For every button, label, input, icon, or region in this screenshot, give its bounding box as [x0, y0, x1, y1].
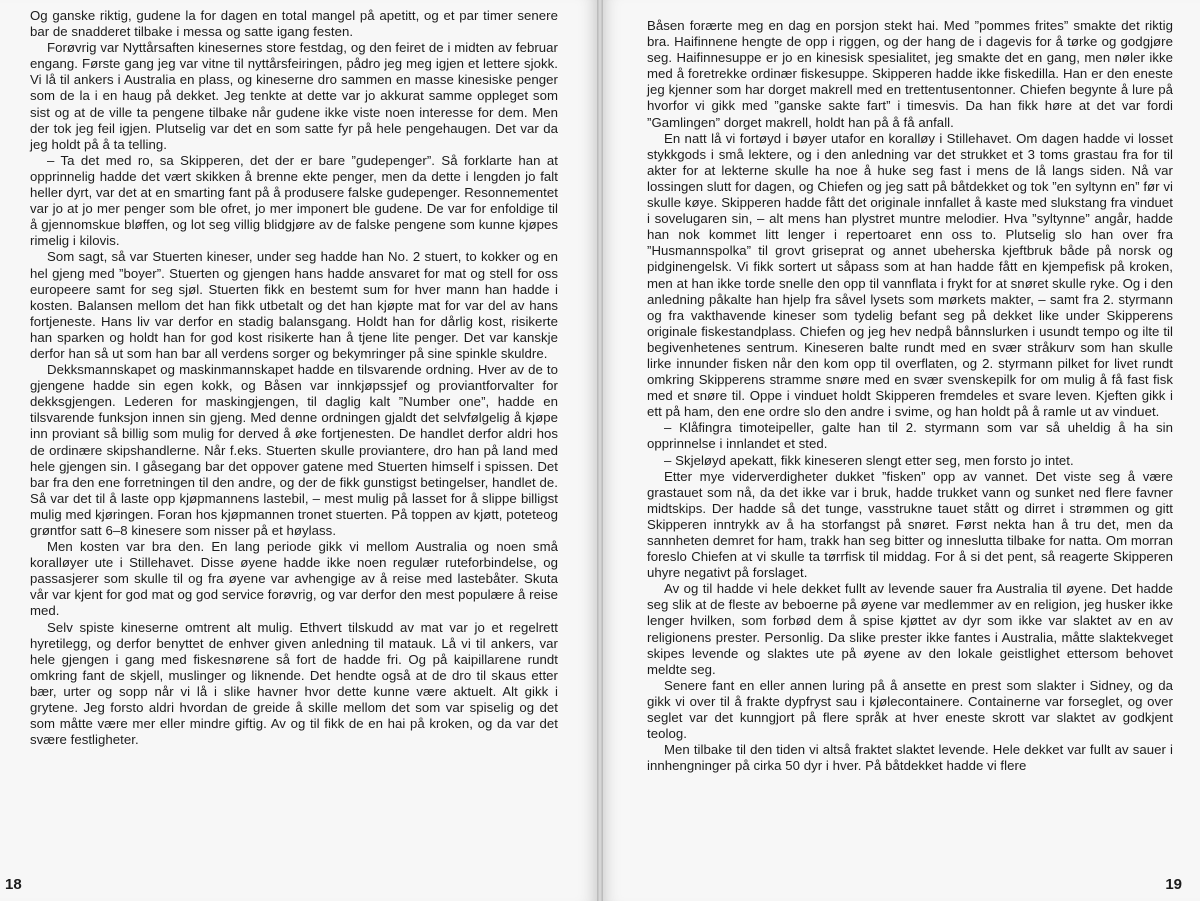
right-page	[600, 0, 1200, 901]
paragraph: Forøvrig var Nyttårsaften kinesernes store festdag, og den feiret de i midten av februar engang. Første gang jeg var vitne til nyttårsfeiringen, pådro jeg meg igjen et lettere sjokk. Vi lå til ankers i Australia en plass, og kineserne dro sammen en masse kinesiske penger som de la i en haug på dekket. Jeg tenkte at dette var jo akkurat samme oppleget som sist og at de ville ta pengene tilbake når gudene ikke viste noen interesse for dem. Men der tok jeg feil igjen. Plutselig var det en som satte fyr på hele pengehaugen. Det var da jeg holdt på å ta telling.	[30, 40, 558, 152]
page-number: 19	[1165, 876, 1182, 893]
paragraph: – Klåfingra timoteipeller, galte han til 2. styrmann som var så uheldig å ha sin opprinnelse i innlandet et sted.	[647, 420, 1173, 452]
paragraph: En natt lå vi fortøyd i bøyer utafor en koralløy i Stillehavet. Om dagen hadde vi losset stykkgods i små lektere, og i den anledning var det strukket et 3 toms grastau fra for til akter for at lekterne skulle ha noe å huke seg fast i mens de lå langs siden. Nå var lossingen slutt for dagen, og Chiefen og jeg satt på båtdekket og tok ”en syltynn en” før vi skulle køye. Skipperen hadde fått det originale innfallet å kaste med slukstang fra vinduet i sovelugaren sin, – alt mens han plystret muntre melodier. Hva ”syltynne” angår, hadde han nok kommet litt lenger i repertoaret enn oss to. Plutselig slo han over fra ”Husmannspolka” til grovt griseprat og annet ubeherska kjeftbruk både på norsk og pidginengelsk. Vi fikk sortert ut såpass som at han hadde fått en kjempefisk på kroken, men at han ikke torde snelle den opp til vannflata i frykt for at snøret skulle ryke. Og i den anledning påkalte han hjelp fra såvel lysets som mørkets makter, – samt fra 2. styrmann og fra vakthavende kineser som tydelig befant seg på dekket like under Skipperens originale fiskestandplass. Chiefen og jeg hev nedpå bånnslurken i usundt tempo og ilte til begivenhetenes sentrum. Kineseren balte rundt med en svær stråkurv som han skulle lirke innunder fisken når den kom opp til overflaten, og 2. styrmann pilket for livet rundt omkring Skipperens stramme snøre med en svær svenskepilk for om mulig å få fast fisk med et snøre til. Oppe i vinduet holdt Skipperen fremdeles et svare leven. Kjeften gikk i ett på ham, den ene ordre slo den andre i svime, og han holdt på å ramle ut av vinduet.	[647, 130, 1173, 420]
paragraph: Og ganske riktig, gudene la for dagen en total mangel på apetitt, og et par timer senere bar de snadderet tilbake i messa og satte igang festen.	[30, 8, 558, 40]
paragraph: Av og til hadde vi hele dekket fullt av levende sauer fra Australia til øyene. Det hadde seg slik at de fleste av beboerne på øyene var medlemmer av en religion, jeg husker ikke lenger hvilken, som forbød dem å spise kjøttet av dyr som ikke var slaktet av en av religionens prester. Personlig. Da slike prester ikke fantes i Australia, måtte slaktekveget skipes levende og slaktes ute på øyene av den lokale geistlighet ettersom behovet meldte seg.	[647, 581, 1173, 677]
book-gutter	[597, 0, 603, 901]
paragraph: Båsen forærte meg en dag en porsjon stekt hai. Med ”pommes frites” smakte det riktig bra. Haifinnene hengte de opp i riggen, og der hang de i dagevis for å tørke og godgjøre seg. Haifinnesuppe er jo en kinesisk spesialitet, jeg smakte det en gang, men nøler ikke med å foretrekke ordinær fiskesuppe. Skipperen hadde ikke fiskedilla. Han er den eneste jeg kjenner som har dorget makrell med en trettentusentonner. Chiefen begynte å lure på hvorfor vi gikk med ”ganske sakte fart” i timesvis. Da han fikk høre at det var fordi ”Gamlingen” dorget makrell, holdt han på å få anfall.	[647, 18, 1173, 130]
paragraph: Dekksmannskapet og maskinmannskapet hadde en tilsvarende ordning. Hver av de to gjengene hadde sin egen kokk, og Båsen var innkjøpssjef og proviantforvalter for dekksgjengen. Lederen for maskingjengen, til daglig kalt ”Number one”, hadde en tilsvarende funksjon innen sin gjeng. Med denne ordningen gjaldt det selvfølgelig å kjøpe inn proviant så billig som mulig for derved å øke fortjenesten. De handlet derfor aldri hos de ordinære skipshandlerne. Når f.eks. Stuerten skulle proviantere, dro han på land med hele gjengen sin. I gåsegang bar det oppover gatene med Stuerten himself i spissen. Det bar fra den ene forretningen til den andre, og der de fikk gunstigst betingelser, handlet de. Så var det til å laste opp kjøpmannens lastebil, – mest mulig på lasset for å slippe billigst mulig med kjøringen. Foran hos kjøpmannen tronet stuerten. På toppen av kjøtt, poteteog grøntfor satt 6–8 kinesere som nisser på et høylass.	[30, 362, 558, 538]
paragraph: Etter mye viderverdigheter dukket ”fisken” opp av vannet. Det viste seg å være grastauet som nå, da det ikke var i bruk, hadde trukket vann og sunket ned flere favner midtskips. Der hadde så det tunge, vasstrukne tauet stått og dirret i strømmen og gitt Skipperen inntrykk av å ha storfangst på snøret. Først nekta han å tru det, men da sannheten demret for ham, trakk han seg bitter og inneslutta tilbake for natta. Om morran foreslo Chiefen at vi skulle ta tørrfisk til middag. For å si det pent, så reagerte Skipperen uhyre negativt på forslaget.	[647, 468, 1173, 581]
paragraph: Selv spiste kineserne omtrent alt mulig. Ethvert tilskudd av mat var jo et regelrett hyretilegg, og derfor benyttet de enhver given anledning til matauk. Lå vi til ankers, var hele gjengen i gang med fiskesnørene så fort de hadde fri. Og på kaipillarene rundt omkring fant de skjell, muslinger og liknende. Det hendte også at de dro til skaus etter bær, urter og sopp når vi lå i slike havner hvor dette kunne være aktuelt. Alt gikk i grytene. Jeg forsto aldri hvordan de greide å skille mellom det som var spiselig og det som måtte være mer eller mindre giftig. Av og til fikk de en hai på kroken, og da var det svære festligheter.	[30, 619, 558, 748]
right-page-text	[647, 18, 1173, 774]
paragraph: Som sagt, så var Stuerten kineser, under seg hadde han No. 2 stuert, to kokker og en hel gjeng med ”boyer”. Stuerten og gjengen hans hadde ansvaret for mat og stell for oss europeere samt for seg sjøl. Stuerten fikk en bestemt sum for hver mann han hadde i kosten. Balansen mellom det han fikk utbetalt og det han kjøpte mat for var del av hans fortjeneste. Hans liv var derfor en stadig balansgang. Holdt han for dårlig kost, risikerte han sparken og holdt han for god kost risikerte han å tjene lite penger. Det var kanskje derfor han så ut som han bar all verdens sorger og bekymringer på sine spinkle skuldre.	[30, 249, 558, 361]
paragraph: – Ta det med ro, sa Skipperen, det der er bare ”gudepenger”. Så forklarte han at opprinnelig hadde det vært skikken å brenne ekte penger, men da dette i lengden jo falt heller dyrt, var det at en smarting fant på å produsere falske gudepenger. Resonnementet var jo at jo mer penger som ble ofret, jo mer imponert ble gudene. De var for enfoldige til å gjennomskue bløffen, og lot seg villig blidgjøre av de falske pengene som kunne kjøpes rimelig i kilovis.	[30, 152, 558, 249]
paragraph: Men kosten var bra den. En lang periode gikk vi mellom Australia og noen små koralløyer ute i Stillehavet. Disse øyene hadde ikke noen regulær ruteforbindelse, og passasjerer som skulle til og fra øyene var avhengige av å reise med lastebåter. Skuta vår var kjent for god mat og god service forøvrig, og var derfor den mest populære å reise med.	[30, 539, 558, 619]
paragraph: – Skjeløyd apekatt, fikk kineseren slengt etter seg, men forsto jo intet.	[664, 452, 1074, 468]
paragraph: Senere fant en eller annen luring på å ansette en prest som slakter i Sidney, og da gikk vi over til å frakte dypfryst sau i kjølecontainere. Containerne var forseglet, og over seglet var det kunngjort på flere språk at hver eneste skrott var slaktet av godkjent teolog.	[647, 677, 1173, 742]
left-page-text	[30, 8, 558, 748]
paragraph: Men tilbake til den tiden vi altså fraktet slaktet levende. Hele dekket var fullt av sauer i innhengninger på cirka 50 dyr i hver. På båtdekket hadde vi flere	[647, 742, 1173, 774]
page-number: 18	[5, 876, 22, 893]
